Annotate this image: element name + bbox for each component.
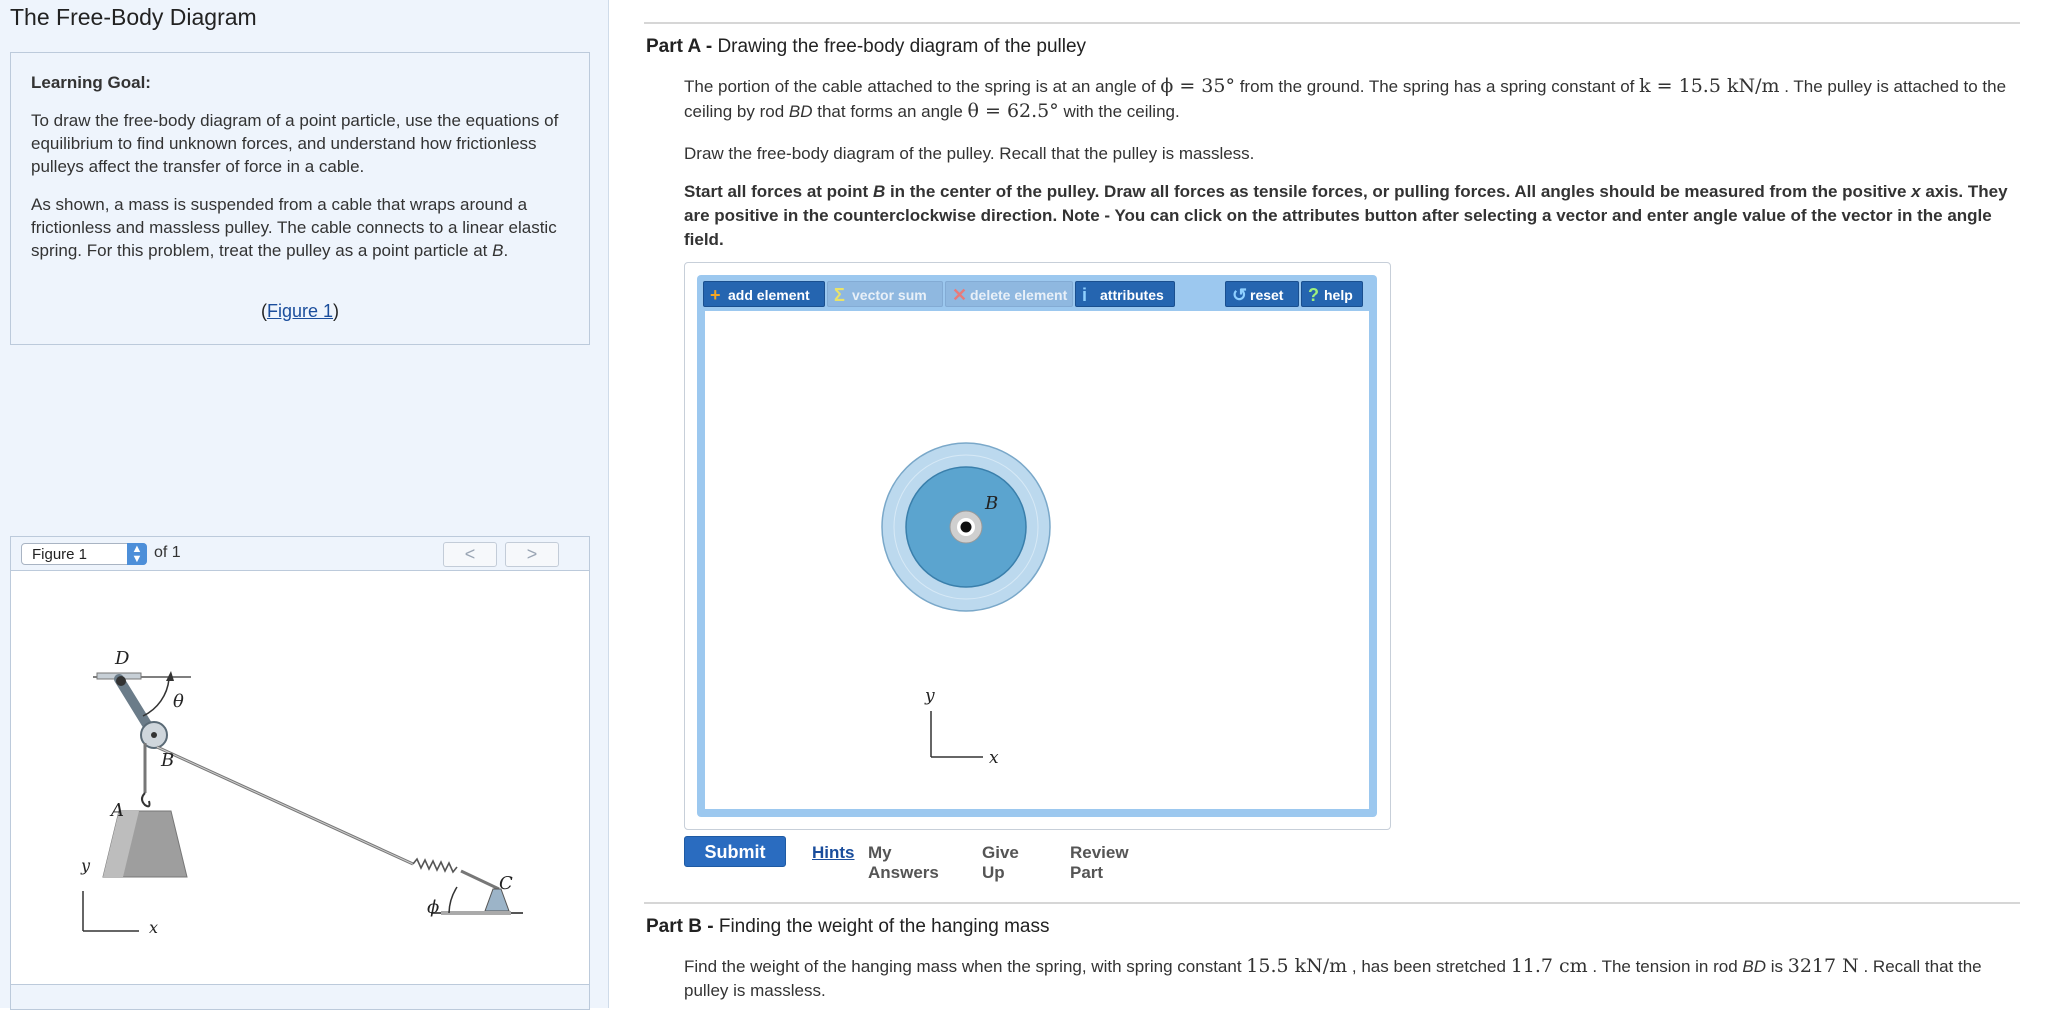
drawing-canvas[interactable] — [705, 311, 1369, 809]
next-figure-button[interactable]: > — [505, 542, 559, 567]
main-content — [608, 0, 2046, 1008]
fbd-drawing-tool — [684, 262, 1391, 830]
attributes-button[interactable]: i attributes — [1075, 281, 1175, 307]
hook-a — [142, 793, 150, 806]
sigma-icon: Σ — [834, 285, 845, 305]
canvas-label-y: y — [925, 686, 935, 706]
figure-select[interactable]: Figure 1 ▲ ▼ — [21, 543, 147, 565]
add-element-button[interactable]: + add element — [703, 281, 825, 307]
label-c: C — [499, 873, 513, 894]
hints-link[interactable]: Hints — [812, 843, 855, 862]
label-a: A — [111, 800, 124, 821]
previous-figure-button[interactable]: < — [443, 542, 497, 567]
spring — [413, 859, 457, 872]
part-a-statement: The portion of the cable attached to the spring is at an angle of ϕ = 35° from the ground. The spring has a spring constant of k = 15.5 kN/m . The pulley is attached to the ceiling by rod BD that forms an angle θ = 62.5° with the ceiling. — [684, 75, 2007, 122]
review-part-link[interactable]: Review Part — [1070, 843, 1129, 882]
left-panel — [0, 0, 609, 1008]
theta-arc — [143, 679, 169, 716]
label-phi: ϕ — [427, 897, 440, 918]
part-a-instruction: Draw the free-body diagram of the pulley. Recall that the pulley is massless. — [684, 144, 1255, 163]
rod-bd — [119, 679, 151, 731]
canvas-label-b: B — [985, 493, 999, 514]
reset-icon: ↺ — [1232, 285, 1248, 305]
delete-element-button[interactable]: ✕ delete element — [945, 281, 1073, 307]
learning-goal-text: To draw the free-body diagram of a point particle, use the equations of equilibrium to find unknown forces, and understand how frictionless pulleys affect the transfer of force in a cable. — [31, 111, 559, 176]
figure-1-link[interactable]: Figure 1 — [266, 301, 334, 321]
learning-goal-heading: Learning Goal: — [31, 73, 151, 92]
part-b-heading: Part B - Finding the weight of the hanging mass — [646, 916, 1050, 937]
label-x: x — [149, 918, 159, 937]
figure-footer — [11, 984, 589, 1009]
canvas-graphics — [705, 311, 1369, 809]
info-icon: i — [1082, 285, 1088, 305]
reset-button[interactable]: ↺ reset — [1225, 281, 1299, 307]
figure-toolbar — [11, 537, 589, 571]
figure-count: of 1 — [154, 544, 181, 561]
page-title: The Free-Body Diagram — [10, 4, 257, 30]
canvas-label-x: x — [989, 748, 999, 768]
plus-icon: + — [710, 285, 721, 305]
help-button[interactable]: ? help — [1301, 281, 1363, 307]
figure-link-line: (Figure 1) — [260, 301, 340, 321]
pulley-system-figure — [11, 571, 589, 981]
part-a-directions: Start all forces at point B in the center of the pulley. Draw all forces as tensile forces, or pulling forces. All angles should be measured from the positive x axis. They are positive in the counterclockwise direction. Note - You can click on the attributes button after selecting a vector and enter angle value of the vector in the angle field. — [684, 182, 2008, 249]
learning-goal-box — [10, 52, 590, 345]
label-y: y — [81, 856, 91, 875]
label-d: D — [115, 648, 130, 669]
label-b: B — [161, 750, 175, 771]
x-icon: ✕ — [952, 285, 968, 305]
part-b-statement: Find the weight of the hanging mass when the spring, with spring constant 15.5 kN/m , has been stretched 11.7 cm . The tension in rod BD is 3217 N . Recall that the pulley is massless. — [684, 955, 1982, 1000]
phi-arc — [449, 887, 457, 913]
my-answers-link[interactable]: My Answers — [868, 843, 939, 882]
help-icon: ? — [1308, 285, 1319, 305]
problem-description: As shown, a mass is suspended from a cable that wraps around a frictionless and massless pulley. The cable connects to a linear elastic spring. For this problem, treat the pulley as a point particle at B. — [31, 195, 557, 260]
divider — [644, 22, 2020, 24]
figure-panel — [10, 536, 590, 1010]
vector-sum-button[interactable]: Σ vector sum — [827, 281, 943, 307]
divider — [644, 902, 2020, 904]
drawing-tool-frame — [697, 275, 1377, 817]
select-arrows-icon: ▲ ▼ — [127, 543, 147, 565]
submit-button[interactable]: Submit — [684, 836, 786, 867]
part-a-heading: Part A - Drawing the free-body diagram of the pulley — [646, 36, 1087, 57]
give-up-link[interactable]: Give Up — [982, 843, 1019, 882]
pin-d — [116, 676, 126, 686]
label-theta: θ — [173, 691, 184, 712]
